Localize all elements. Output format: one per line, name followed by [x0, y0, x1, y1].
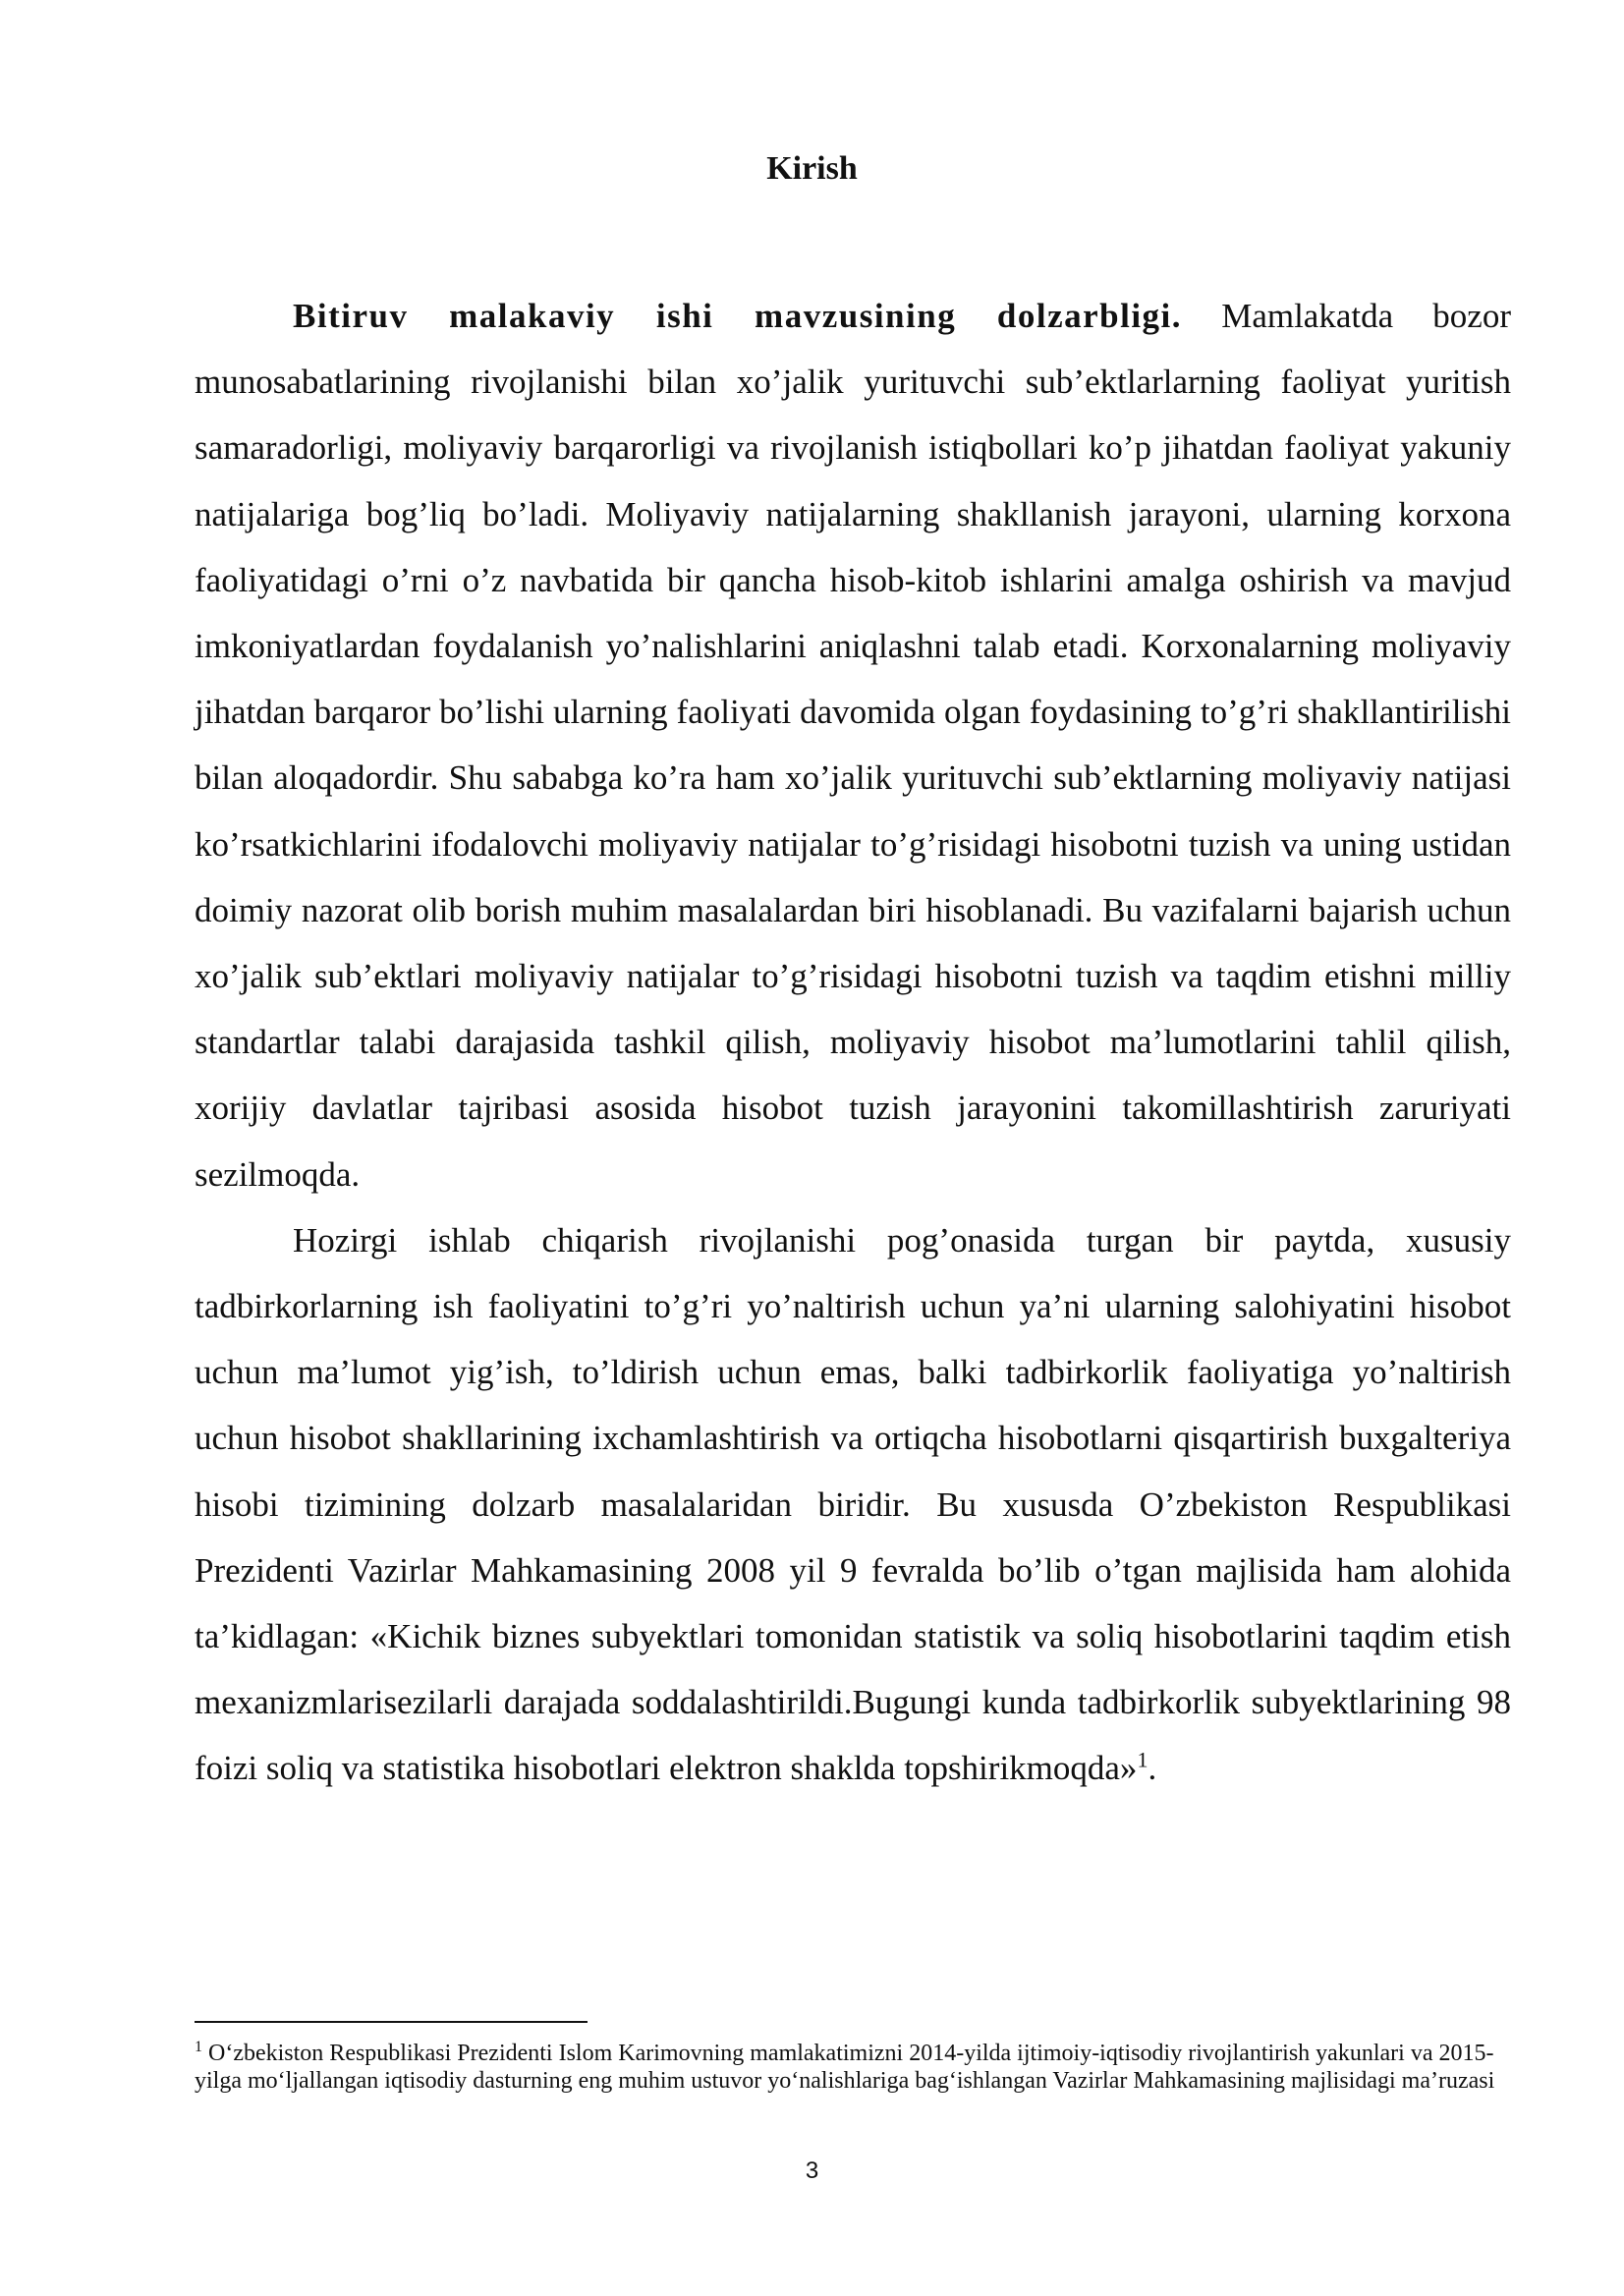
footnote-marker: 1: [195, 2039, 202, 2055]
page-number: 3: [805, 2157, 819, 2184]
paragraph-lead-heading: Bitiruv malakaviy ishi mavzusining dolzarbligi.: [293, 297, 1183, 335]
paragraph-relevance: [195, 283, 1511, 1207]
paragraph-text: Hozirgi ishlab chiqarish rivojlanishi pog’onasida turgan bir paytda, xususiy tadbirkorlarning ish faoliyatini to’g’ri yo’naltirish uchun ya’ni ularning salohiyatini hisobot uchun ma’lumot yig’ish, to’ldirish uchun emas, balki tadbirkorlik faoliyatiga yo’naltirish uchun hisobot shakllarining ixchamlashtirish va ortiqcha hisobotlarni qisqartirish buxgalteriya hisobi tizimining dolzarb masalalaridan biridir. Bu xususda O’zbekiston Respublikasi Prezidenti Vazirlar Mahkamasining 2008 yil 9 fevralda bo’lib o’tgan majlisida ham alohida ta’kidlagan: «Kichik biznes subyektlari tomonidan statistik va soliq hisobotlarini taqdim etish mexanizmlarisezilarli darajada soddalashtirildi.Bugungi kunda tadbirkorlik subyektlarining 98 foizi soliq va statistika hisobotlari elektron shaklda topshirikmoqda»: [195, 1220, 1511, 1788]
paragraph-current-stage: [195, 1207, 1511, 1802]
body-text: [195, 283, 1511, 1802]
footnote-separator: [195, 2021, 588, 2023]
paragraph-end: .: [1148, 1749, 1157, 1788]
paragraph-text: Mamlakatda bozor munosabatlarining rivojlanishi bilan xo’jalik yurituvchi sub’ektlarlarning faoliyat yuritish samaradorligi, moliyaviy barqarorligi va rivojlanish istiqbollari ko’p jihatdan faoliyat yakuniy natijalariga bog’liq bo’ladi. Moliyaviy natijalarning shakllanish jarayoni, ularning korxona faoliyatidagi o’rni o’z navbatida bir qancha hisob-kitob ishlarini amalga oshirish va mavjud imkoniyatlardan foydalanish yo’nalishlarini aniqlashni talab etadi. Korxonalarning moliyaviy jihatdan barqaror bo’lishi ularning faoliyati davomida olgan foydasining to’g’ri shakllantirilishi bilan aloqadordir. Shu sababga ko’ra ham xo’jalik yurituvchi sub’ektlarning moliyaviy natijasi ko’rsatkichlarini ifodalovchi moliyaviy natijalar to’g’risidagi hisobotni tuzish va uning ustidan doimiy nazorat olib borish muhim masalalardan biri hisoblanadi. Bu vazifalarni bajarish uchun xo’jalik sub’ektlari moliyaviy natijalar to’g’risidagi hisobotni tuzish va taqdim etishni milliy standartlar talabi darajasida tashkil qilish, moliyaviy hisobot ma’lumotlarini tahlil qilish, xorijiy davlatlar tajribasi asosida hisobot tuzish jarayonini takomillashtirish zaruriyati sezilmoqda.: [195, 297, 1511, 1194]
page-title: Kirish: [766, 150, 858, 187]
footnote-reference[interactable]: 1: [1137, 1747, 1148, 1772]
footnote: [195, 2040, 1511, 2095]
footnote-text: O‘zbekiston Respublikasi Prezidenti Islom Karimovning mamlakatimizni 2014-yilda ijtimoiy-iqtisodiy rivojlantirish yakunlari va 2015-yilga mo‘ljallangan iqtisodiy dasturning eng muhim ustuvor yo‘nalishlariga bag‘ishlangan Vazirlar Mahkamasining majlisidagi ma’ruzasi: [195, 2041, 1495, 2094]
